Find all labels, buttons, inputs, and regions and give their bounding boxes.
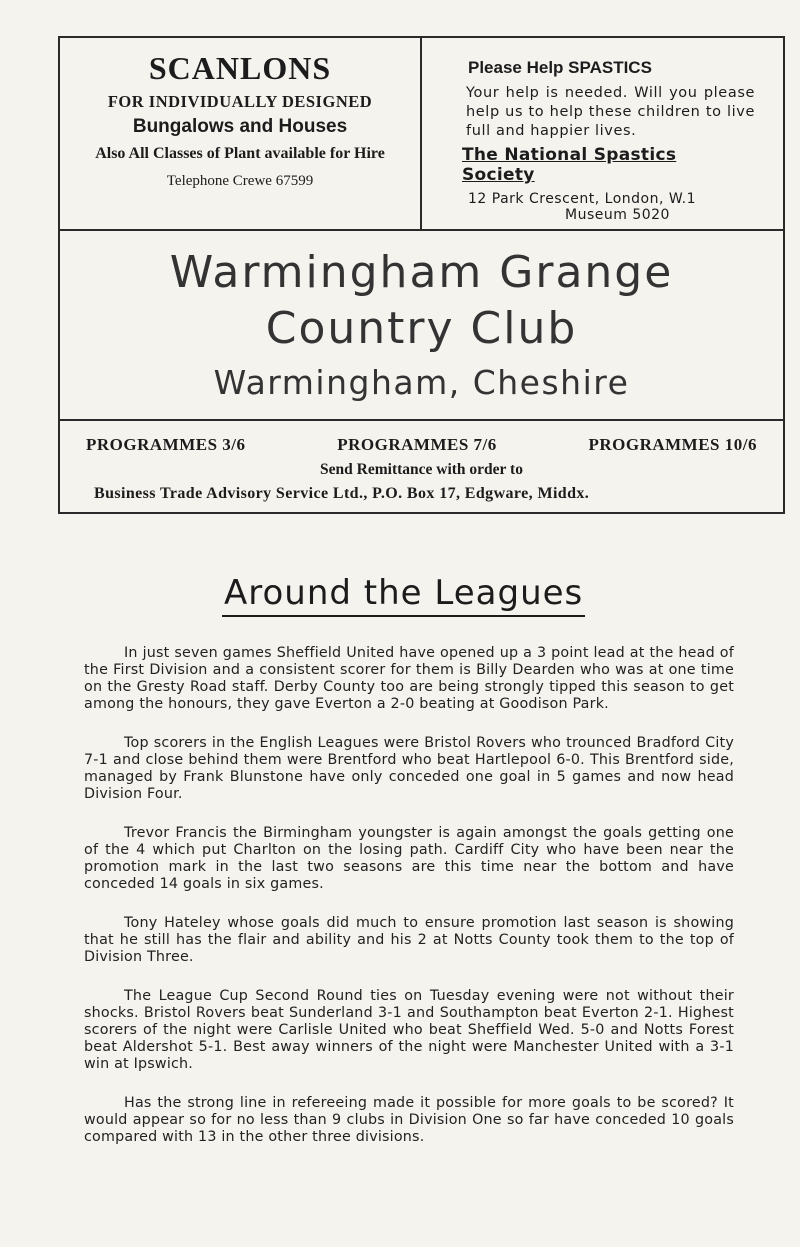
article-heading: Around the Leagues — [222, 573, 585, 617]
article-paragraph: In just seven games Sheffield United have opened up a 3 point lead at the head of the First Division and a consistent scorer for them is Billy Dearden who was at one time on the Gresty Road staff. Derby County too are being strongly tipped this season to get among the honours, they gave Everton a 2-0 beating at Goodison Park. — [84, 645, 734, 712]
advertisement-panel — [58, 36, 785, 514]
warmingham-title-line1: Warmingham Grange — [169, 247, 674, 298]
scanlons-tagline: FOR INDIVIDUALLY DESIGNED — [107, 92, 373, 111]
article-paragraph: Has the strong line in refereeing made it possible for more goals to be scored? It would appear so for no less than 9 clubs in Division One so far have conceded 10 goals compared with 13 in the other three divisions. — [84, 1095, 734, 1145]
article-paragraph: Top scorers in the English Leagues were Bristol Rovers who trounced Bradford City 7-1 and close behind them were Brentford who beat Hartlepool 6-0. This Brentford side, managed by Frank Blunstone have only conceded one goal in 5 games and now head Division Four. — [84, 735, 734, 802]
scanlons-plant-hire: Also All Classes of Plant available for Hire — [95, 145, 385, 162]
scanlons-ad — [60, 38, 422, 231]
spastics-address: 12 Park Crescent, London, W.1 — [468, 191, 696, 207]
article-body — [84, 645, 734, 1168]
programme-remittance: Send Remittance with order to — [320, 461, 523, 478]
spastics-title: Please Help SPASTICS — [468, 58, 652, 77]
scanlons-title: SCANLONS — [148, 50, 332, 86]
programmes-ad — [60, 421, 783, 512]
spastics-ad — [422, 38, 783, 231]
article-paragraph: Tony Hateley whose goals did much to ensure promotion last season is showing that he still has the flair and ability and his 2 at Notts County took them to the top of Division Three. — [84, 915, 734, 965]
programme-price-3: PROGRAMMES 10/6 — [588, 435, 757, 454]
warmingham-location: Warmingham, Cheshire — [213, 363, 630, 402]
warmingham-title-line2: Country Club — [265, 303, 578, 354]
spastics-society-name: The National Spastics Society — [462, 145, 677, 185]
programme-business-address: Business Trade Advisory Service Ltd., P.O. Box 17, Edgware, Middx. — [94, 485, 590, 502]
article-paragraph: Trevor Francis the Birmingham youngster is again amongst the goals getting one of the 4 which put Charlton on the losing path. Cardiff City who have been near the promotion mark in the last two seasons are this time near the bottom and have conceded 14 goals in six games. — [84, 825, 734, 892]
scanlons-telephone: Telephone Crewe 67599 — [166, 172, 314, 189]
spastics-body: Your help is needed. Will you please help us to help these children to live full and happier lives. — [466, 85, 755, 139]
programme-prices — [60, 421, 783, 455]
warmingham-ad — [60, 231, 783, 421]
programme-price-1: PROGRAMMES 3/6 — [86, 435, 246, 454]
spastics-phone: Museum 5020 — [565, 207, 670, 223]
scanlons-product: Bungalows and Houses — [132, 116, 348, 137]
article-paragraph: The League Cup Second Round ties on Tuesday evening were not without their shocks. Bristol Rovers beat Sunderland 3-1 and Southampton beat Everton 2-1. Highest scorers of the night were Carlisle United who beat Sheffield Wed. 5-0 and Notts Forest beat Aldershot 5-1. Best away winners of the night were Manchester United with a 3-1 win at Ipswich. — [84, 988, 734, 1072]
programme-price-2: PROGRAMMES 7/6 — [337, 435, 497, 454]
